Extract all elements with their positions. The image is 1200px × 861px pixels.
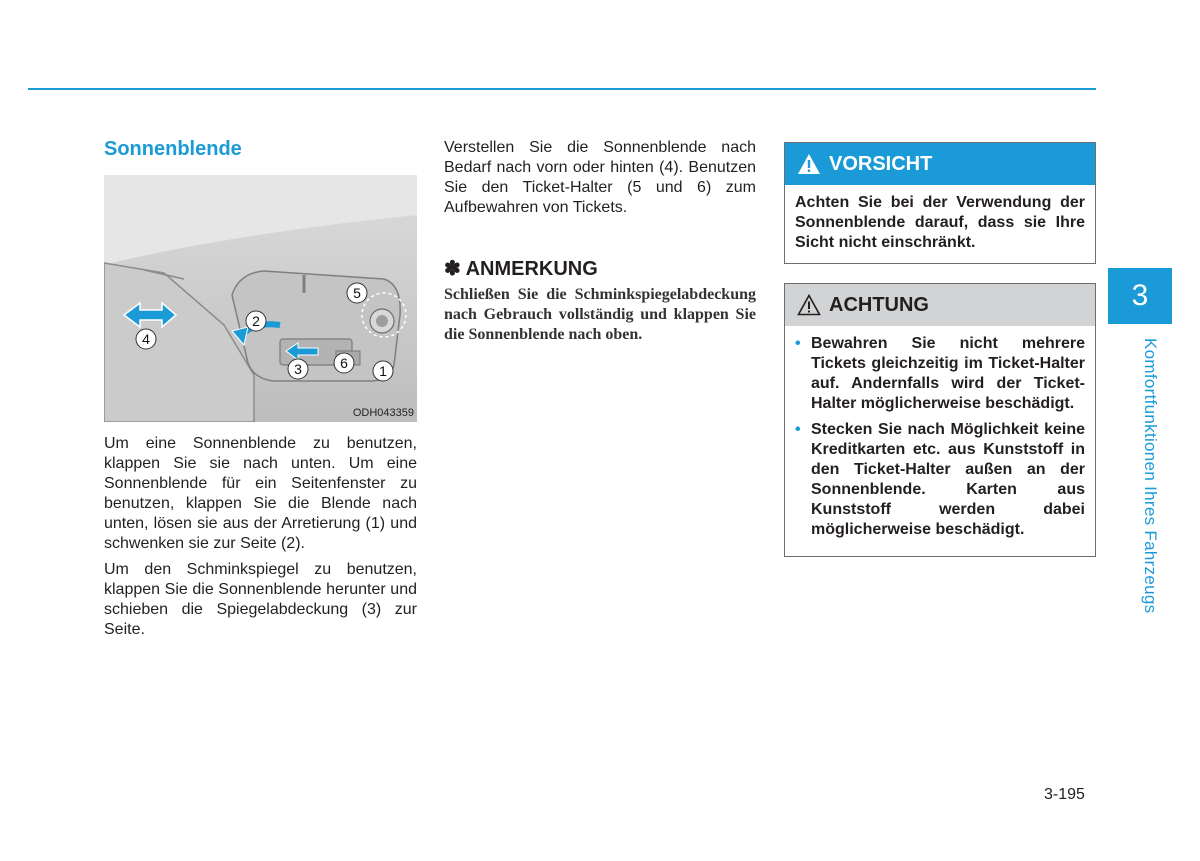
achtung-box xyxy=(784,283,1096,557)
svg-text:3: 3 xyxy=(294,361,302,377)
note-title: ✽ ANMERKUNG xyxy=(444,258,598,280)
vorsicht-box xyxy=(784,142,1096,264)
page-number: 3-195 xyxy=(1044,786,1085,803)
body-paragraph: Verstellen Sie die Sonnenblende nach Bedarf nach vorn oder hinten (4). Benutzen Sie den Ticket-Halter (5 und 6) zum Aufbewahren von Tickets. xyxy=(444,139,756,216)
vorsicht-text: Achten Sie bei der Verwendung der Sonnenblende darauf, dass sie Ihre Sicht nicht einschränkt. xyxy=(795,194,1085,251)
sun-visor-figure xyxy=(104,175,417,422)
right-column xyxy=(784,142,1096,557)
sun-visor-illustration xyxy=(104,175,417,422)
body-paragraph: Um eine Sonnenblende zu benutzen, klappen Sie sie nach unten. Um eine Sonnenblende für ein Seitenfenster zu benutzen, klappen Sie die Blende nach unten, lösen sie aus der Arretierung (1) und schwenken sie zur Seite (2). xyxy=(104,435,417,552)
chapter-title: Komfortfunktionen Ihres Fahrzeugs xyxy=(1141,338,1160,614)
achtung-title: ACHTUNG xyxy=(829,293,929,316)
callout-4 xyxy=(136,329,156,349)
section-title: Sonnenblende xyxy=(104,138,242,160)
svg-text:2: 2 xyxy=(252,313,260,329)
vorsicht-header xyxy=(785,143,1095,185)
svg-text:6: 6 xyxy=(340,355,348,371)
callout-6 xyxy=(334,353,354,373)
achtung-list xyxy=(795,334,1085,540)
list-item: • Stecken Sie nach Möglichkeit keine Kreditkarten etc. aus Kunststoff in den Ticket-Halter außen an der Sonnenblende. Karten aus Kunststoff werden dabei möglicherweise beschädigt. xyxy=(795,420,1085,540)
svg-text:4: 4 xyxy=(142,331,150,347)
warning-triangle-icon xyxy=(797,294,821,316)
list-item: • Bewahren Sie nicht mehrere Tickets gleichzeitig im Ticket-Halter auf. Andernfalls wird der Ticket-Halter möglicherweise beschädigt. xyxy=(795,334,1085,414)
note-text: Schließen Sie die Schminkspiegelabdeckung nach Gebrauch vollständig und klappen Sie die Sonnenblende nach oben. xyxy=(444,286,756,343)
body-paragraph: Um den Schminkspiegel zu benutzen, klappen Sie die Sonnenblende herunter und schieben die Spiegelabdeckung (3) zur Seite. xyxy=(104,561,417,638)
warning-triangle-icon xyxy=(797,153,821,175)
achtung-header xyxy=(785,284,1095,326)
vorsicht-title: VORSICHT xyxy=(829,152,933,175)
svg-text:1: 1 xyxy=(379,363,387,379)
figure-code: ODH043359 xyxy=(352,407,414,419)
callout-1 xyxy=(373,361,393,381)
callout-5 xyxy=(347,283,367,303)
middle-column xyxy=(444,138,756,345)
callout-3 xyxy=(288,359,308,379)
chapter-number: 3 xyxy=(1108,268,1172,324)
left-column xyxy=(104,138,417,640)
header-rule xyxy=(28,88,1096,90)
achtung-body xyxy=(785,326,1095,556)
callout-2 xyxy=(246,311,266,331)
svg-text:5: 5 xyxy=(353,285,361,301)
